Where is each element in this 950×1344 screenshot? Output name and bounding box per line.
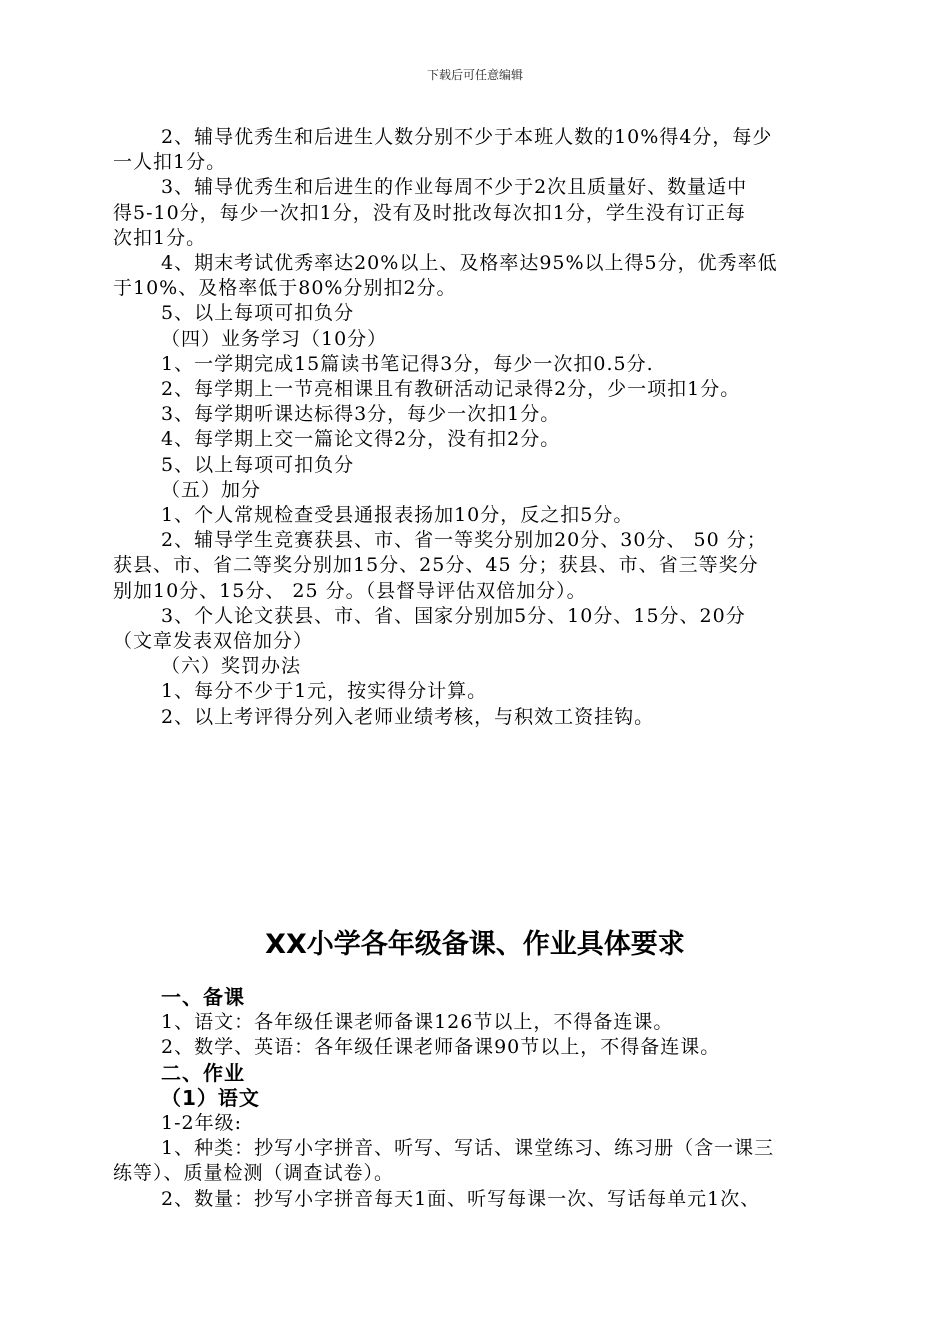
paragraph-line: 练等）、质量检测（调查试卷）。	[113, 1162, 395, 1185]
page-header: 下载后可任意编辑	[426, 68, 523, 82]
paragraph-line: 2、辅导优秀生和后进生人数分别不少于本班人数的10%得4分，每少	[161, 126, 773, 148]
paragraph-line: 1、个人常规检查受县通报表扬加10分，反之扣5分。	[161, 504, 634, 527]
paragraph-line: 别加10分、15分、 25 分。（县督导评估双倍加分）。	[113, 579, 587, 602]
paragraph-line: 3、个人论文获县、市、省、国家分别加5分、10分、15分、20分	[161, 604, 746, 627]
paragraph-line: 4、期末考试优秀率达20%以上、及格率达95%以上得5分，优秀率低	[161, 252, 778, 275]
paragraph-line: （四）业务学习（10分）	[161, 327, 388, 350]
document-title: XX小学各年级备课、作业具体要求	[265, 929, 685, 960]
paragraph-line: 2、数学、英语：各年级任课老师备课90节以上，不得备连课。	[161, 1036, 721, 1059]
paragraph-line: 3、辅导优秀生和后进生的作业每周不少于2次且质量好、数量适中	[161, 176, 748, 199]
paragraph-line: （文章发表双倍加分）	[113, 630, 314, 653]
section-heading: 一、备课	[161, 985, 245, 1009]
paragraph-line: （六）奖罚办法	[161, 655, 302, 678]
paragraph-line: 1、一学期完成15篇读书笔记得3分，每少一次扣0.5分.	[161, 352, 654, 375]
paragraph-line: 2、每学期上一节亮相课且有教研活动记录得2分，少一项扣1分。	[161, 378, 741, 401]
section-heading: （1）语文	[161, 1085, 260, 1110]
paragraph-line: 1、语文：各年级任课老师备课126节以上，不得备连课。	[161, 1011, 674, 1034]
paragraph-line: 2、数量：抄写小字拼音每天1面、听写每课一次、写话每单元1次、	[161, 1187, 761, 1210]
paragraph-line: 于10%、及格率低于80%分别扣2分。	[113, 277, 457, 300]
document-section-requirements	[113, 985, 838, 1212]
paragraph-line: 一人扣1分。	[113, 151, 227, 174]
paragraph-line: （五）加分	[161, 478, 262, 501]
section-heading: 二、作业	[161, 1060, 245, 1085]
paragraph-line: 2、辅导学生竞赛获县、市、省一等奖分别加20分、30分、 50 分；	[161, 529, 767, 552]
paragraph-line: 3、每学期听课达标得3分，每少一次扣1分。	[161, 403, 561, 426]
paragraph-line: 4、每学期上交一篇论文得2分，没有扣2分。	[161, 428, 561, 451]
paragraph-line: 5、以上每项可扣负分	[161, 302, 355, 325]
paragraph-line: 次扣1分。	[113, 226, 207, 249]
paragraph-line: 获县、市、省二等奖分别加15分、25分、45 分；获县、市、省三等奖分	[113, 554, 759, 577]
paragraph-line: 2、以上考评得分列入老师业绩考核，与积效工资挂钩。	[161, 705, 655, 728]
paragraph-line: 得5-10分，每少一次扣1分，没有及时批改每次扣1分，学生没有订正每	[113, 201, 746, 224]
document-section-evaluation	[113, 125, 838, 730]
paragraph-line: 1、每分不少于1元，按实得分计算。	[161, 680, 488, 703]
paragraph-line: 1-2年级:	[161, 1112, 242, 1135]
paragraph-line: 5、以上每项可扣负分	[161, 453, 355, 476]
paragraph-line: 1、种类：抄写小字拼音、听写、写话、课堂练习、练习册（含一课三	[161, 1137, 775, 1160]
